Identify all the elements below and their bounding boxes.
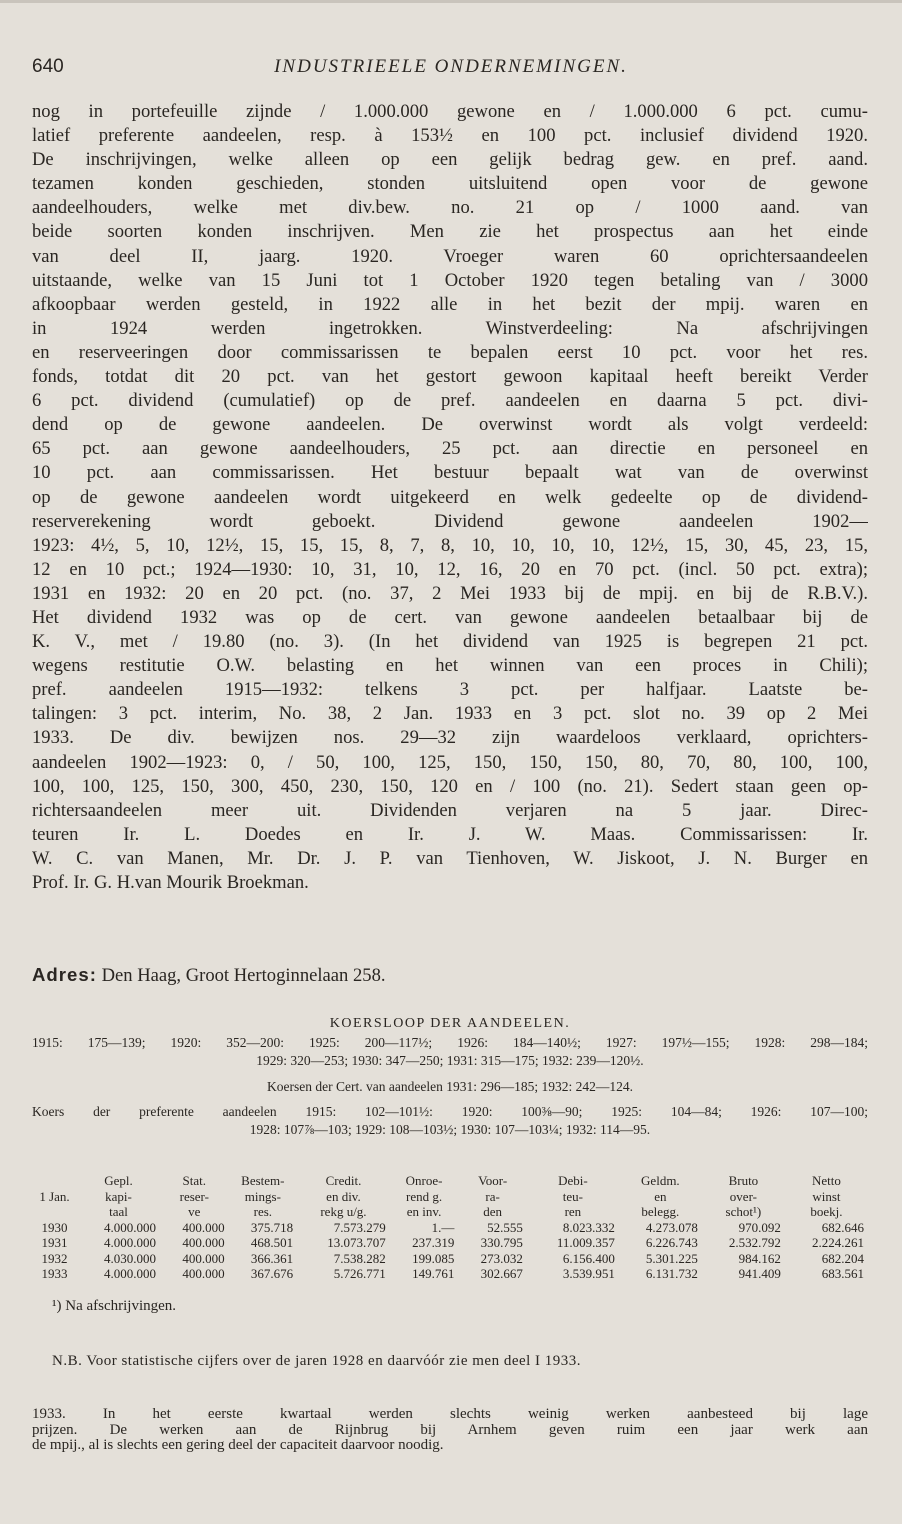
text-line: dend op de gewone aandeelen. De overwinst wordt als volgt verdeeld: bbox=[32, 414, 868, 436]
table-cell: 273.032 bbox=[480, 1250, 523, 1266]
text-line: en reserveeringen door commissarissen te bepalen eerst 10 pct. voor het res. bbox=[32, 341, 868, 363]
page-header bbox=[32, 56, 870, 84]
text-line: op de gewone aandeelen wordt uitgekeerd en welk gedeelte op de dividend- bbox=[32, 486, 868, 508]
table-cell: 400.000 bbox=[182, 1219, 225, 1235]
table-header-cell: en inv. bbox=[406, 1204, 442, 1219]
table-cell: 4.000.000 bbox=[104, 1219, 156, 1235]
table-cell: 6.131.732 bbox=[645, 1266, 698, 1281]
table-cell: 1.— bbox=[431, 1219, 455, 1235]
table-header-cell: kapi- bbox=[105, 1188, 132, 1204]
table-cell: 400.000 bbox=[182, 1235, 225, 1250]
table-header-row bbox=[32, 1204, 868, 1220]
table-cell: 2.532.792 bbox=[728, 1235, 781, 1250]
text-line: 1931 en 1932: 20 en 20 pct. (no. 37, 2 Mei 1933 bij de mpij. en bij de R.B.V.). bbox=[32, 582, 868, 604]
table-cell: 400.000 bbox=[182, 1250, 225, 1266]
table-header-cell: en bbox=[654, 1188, 667, 1204]
table-header-cell: den bbox=[483, 1204, 503, 1219]
table-header-cell: teu- bbox=[562, 1188, 583, 1204]
table-header-cell: over- bbox=[729, 1188, 757, 1204]
table-cell: 4.273.078 bbox=[645, 1219, 698, 1235]
text-line: wegens restitutie O.W. belasting en het winnen van een proces in Chili); bbox=[32, 655, 868, 677]
table-cell: 4.000.000 bbox=[104, 1235, 156, 1250]
table-header-cell: rend g. bbox=[406, 1188, 443, 1204]
text-line: talingen: 3 pct. interim, No. 38, 2 Jan. 1933 en 3 pct. slot no. 39 op 2 Mei bbox=[32, 703, 868, 725]
text-line: Het dividend 1932 was op de cert. van gewone aandeelen betaalbaar bij de bbox=[32, 606, 868, 628]
pref-koersen-1: Koers der preferente aandeelen 1915: 102—101½: 1920: 100⅜—90; 1925: 104—84; 1926: 107—100; bbox=[32, 1104, 868, 1119]
text-line: fonds, totdat dit 20 pct. van het gestort gewoon kapitaal heeft bereikt Verder bbox=[32, 366, 868, 388]
table-cell: 1931 bbox=[41, 1235, 68, 1250]
table-cell: 970.092 bbox=[738, 1219, 781, 1235]
table-cell: 1930 bbox=[41, 1219, 68, 1235]
koersloop-line-1: 1915: 175—139; 1920: 352—200: 1925: 200—117½; 1926: 184—140½; 1927: 197½—155; 1928: 298—184; bbox=[32, 1035, 868, 1050]
table-cell: 375.718 bbox=[250, 1219, 294, 1235]
table-header-cell: res. bbox=[253, 1204, 273, 1219]
table-header-row bbox=[32, 1173, 868, 1189]
text-line: 1933. De div. bewijzen nos. 29—32 zijn waardeloos verklaard, oprichters- bbox=[32, 727, 868, 749]
table-header-cell: ren bbox=[564, 1204, 582, 1219]
table-header-cell: Gepl. bbox=[104, 1173, 133, 1188]
table-cell: 6.156.400 bbox=[562, 1250, 615, 1266]
text-line: 1923: 4½, 5, 10, 12½, 15, 15, 15, 8, 7, 8, 10, 10, 10, 10, 12½, 15, 30, 45, 23, 15, bbox=[32, 534, 868, 556]
text-line: aandeelen 1902—1923: 0, / 50, 100, 125, 150, 150, 150, 80, 70, 80, 100, 100, bbox=[32, 751, 868, 773]
table-cell: 941.409 bbox=[738, 1266, 781, 1281]
text-line: uitstaande, welke van 15 Juni tot 1 October 1920 tegen betaling van / 3000 bbox=[32, 269, 868, 291]
text-line: Prof. Ir. G. H.van Mourik Broekman. bbox=[32, 872, 309, 893]
text-line: W. C. van Manen, Mr. Dr. J. P. van Tienhoven, W. Jiskoot, J. N. Burger en bbox=[32, 847, 868, 869]
table-row bbox=[32, 1251, 868, 1267]
table-cell: 149.761 bbox=[412, 1266, 455, 1281]
table-cell: 400.000 bbox=[182, 1266, 225, 1281]
table-cell: 13.073.707 bbox=[327, 1235, 386, 1250]
text-line: beide soorten konden inschrijven. Men zie het prospectus aan het einde bbox=[32, 221, 868, 243]
table-header-cell: belegg. bbox=[641, 1204, 680, 1219]
table-cell: 7.573.279 bbox=[333, 1219, 386, 1235]
paragraph-1933 bbox=[32, 1407, 868, 1454]
text-line: prijzen. De werken aan de Rijnbrug bij Arnhem geven ruim een jaar werk aan bbox=[32, 1421, 868, 1438]
cert-koersen: Koersen der Cert. van aandeelen 1931: 296—185; 1932: 242—124. bbox=[267, 1079, 633, 1094]
table-row bbox=[32, 1235, 868, 1251]
table-cell: 11.009.357 bbox=[556, 1235, 615, 1250]
main-text bbox=[32, 100, 868, 895]
table-header-cell: ve bbox=[188, 1204, 201, 1219]
pref-koersen-2: 1928: 107⅞—103; 1929: 108—103½; 1930: 107—103¼; 1932: 114—95. bbox=[249, 1122, 651, 1137]
table-header-cell: Bestem- bbox=[241, 1173, 285, 1188]
table-header-cell: Stat. bbox=[182, 1173, 207, 1188]
table-cell: 302.667 bbox=[480, 1266, 523, 1281]
text-line: teuren Ir. L. Doedes en Ir. J. W. Maas. Commissarissen: Ir. bbox=[32, 823, 868, 845]
address-value: Den Haag, Groot Hertoginnelaan 258. bbox=[101, 965, 386, 986]
table-cell: 3.539.951 bbox=[562, 1266, 615, 1281]
table-header-cell bbox=[32, 1173, 77, 1189]
table-cell: 682.204 bbox=[821, 1250, 864, 1266]
table-header-cell: Onroe- bbox=[405, 1173, 443, 1188]
table-header-cell: schot¹) bbox=[725, 1204, 762, 1219]
table-cell: 683.561 bbox=[821, 1266, 864, 1281]
koersloop-line-2: 1929: 320—253; 1930: 347—250; 1931: 315—175; 1932: 239—120½. bbox=[256, 1053, 644, 1068]
text-line: 100, 100, 125, 150, 300, 450, 230, 150, 120 en / 100 (no. 21). Sedert staan geen op- bbox=[32, 775, 868, 797]
text-line: in 1924 werden ingetrokken. Winstverdeeling: Na afschrijvingen bbox=[32, 317, 868, 339]
table-header-cell: rekg u/g. bbox=[320, 1204, 367, 1219]
table-row bbox=[32, 1220, 868, 1236]
address-label: Adres: bbox=[32, 964, 97, 985]
table-header-cell: Credit. bbox=[325, 1173, 362, 1188]
koersloop-title: KOERSLOOP DER AANDEELEN. bbox=[329, 1016, 571, 1031]
address-line bbox=[32, 963, 868, 987]
table-cell: 366.361 bbox=[250, 1250, 294, 1266]
table-header-cell: boekj. bbox=[810, 1204, 843, 1219]
text-line: 12 en 10 pct.; 1924—1930: 10, 31, 10, 12, 16, 20 en 70 pct. (incl. 50 pct. extra); bbox=[32, 558, 868, 580]
text-line: nog in portefeuille zijnde / 1.000.000 gewone en / 1.000.000 6 pct. cumu- bbox=[32, 101, 868, 122]
table-header-cell: Bruto bbox=[728, 1173, 759, 1188]
text-line: 1933. In het eerste kwartaal werden slechts weinig werken aanbesteed bij lage bbox=[32, 1406, 868, 1422]
top-rule bbox=[0, 0, 902, 3]
nb-note: N.B. Voor statistische cijfers over de jaren 1928 en daarvóór zie men deel I 1933. bbox=[52, 1353, 582, 1369]
table-header-cell: reser- bbox=[179, 1188, 209, 1204]
table-cell: 237.319 bbox=[412, 1235, 455, 1250]
table-header-cell bbox=[32, 1204, 77, 1220]
table-cell: 199.085 bbox=[412, 1250, 455, 1266]
table-header-row bbox=[32, 1189, 868, 1205]
text-line: 65 pct. aan gewone aandeelhouders, 25 pct. aan directie en personeel en bbox=[32, 438, 868, 460]
table-header-cell: Debi- bbox=[558, 1173, 588, 1188]
text-line: de mpij., al is slechts een gering deel der capaciteit daarvoor noodig. bbox=[32, 1437, 444, 1453]
table-cell: 8.023.332 bbox=[562, 1219, 615, 1235]
table-row bbox=[32, 1266, 868, 1282]
table-cell: 5.301.225 bbox=[645, 1250, 698, 1266]
text-line: tezamen konden geschieden, stonden uitsluitend open voor de gewone bbox=[32, 173, 868, 195]
table-header-cell: Geldm. bbox=[641, 1173, 680, 1188]
table-footnote: ¹) Na afschrijvingen. bbox=[52, 1298, 177, 1314]
table-header-cell: en div. bbox=[326, 1188, 361, 1204]
table-cell: 4.030.000 bbox=[104, 1250, 156, 1266]
table-cell: 682.646 bbox=[821, 1219, 864, 1235]
table-cell: 5.726.771 bbox=[333, 1266, 386, 1281]
table-cell: 1933 bbox=[41, 1266, 68, 1281]
table-cell: 1932 bbox=[41, 1250, 68, 1266]
table-cell: 7.538.282 bbox=[333, 1250, 386, 1266]
text-line: K. V., met / 19.80 (no. 3). (In het dividend van 1925 is begrepen 21 pct. bbox=[32, 631, 868, 653]
text-line: reserverekening wordt geboekt. Dividend gewone aandeelen 1902— bbox=[32, 510, 868, 532]
text-line: pref. aandeelen 1915—1932: telkens 3 pct. per halfjaar. Laatste be- bbox=[32, 679, 868, 701]
table-header-cell: Netto bbox=[812, 1173, 841, 1188]
text-line: afkoopbaar werden gesteld, in 1922 alle in het bezit der mpij. waren en bbox=[32, 293, 868, 315]
table-header-cell: winst bbox=[812, 1188, 841, 1204]
table-cell: 468.501 bbox=[250, 1235, 294, 1250]
table-header-cell: 1 Jan. bbox=[39, 1188, 70, 1204]
text-line: De inschrijvingen, welke alleen op een gelijk bedrag gew. en pref. aand. bbox=[32, 149, 868, 171]
text-line: van deel II, jaarg. 1920. Vroeger waren 60 oprichtersaandeelen bbox=[32, 245, 868, 267]
table-header-cell: ra- bbox=[485, 1188, 500, 1204]
koersloop-title-wrap bbox=[32, 1014, 868, 1032]
table-header-cell: Voor- bbox=[478, 1173, 508, 1188]
text-line: 6 pct. dividend (cumulatief) op de pref. aandeelen en daarna 5 pct. divi- bbox=[32, 390, 868, 412]
table-cell: 6.226.743 bbox=[645, 1235, 698, 1250]
table-cell: 2.224.261 bbox=[812, 1235, 864, 1250]
financial-table-wrap bbox=[32, 1173, 868, 1282]
table-cell: 367.676 bbox=[250, 1266, 294, 1281]
text-line: 10 pct. aan commissarissen. Het bestuur bepaalt wat van de overwinst bbox=[32, 462, 868, 484]
text-line: richtersaandeelen meer uit. Dividenden verjaren na 5 jaar. Direc- bbox=[32, 799, 868, 821]
table-header-cell: taal bbox=[109, 1204, 128, 1219]
running-title: INDUSTRIEELE ONDERNEMINGEN. bbox=[274, 56, 628, 77]
table-cell: 330.795 bbox=[480, 1235, 523, 1250]
page-number: 640 bbox=[32, 56, 64, 77]
table-cell: 984.162 bbox=[738, 1250, 781, 1266]
text-line: aandeelhouders, welke met div.bew. no. 21 op / 1000 aand. van bbox=[32, 197, 868, 219]
text-line: latief preferente aandeelen, resp. à 153½ en 100 pct. inclusief dividend 1920. bbox=[32, 125, 868, 147]
table-cell: 52.555 bbox=[487, 1219, 523, 1235]
table-header-cell: mings- bbox=[244, 1188, 281, 1204]
table-cell: 4.000.000 bbox=[104, 1266, 156, 1281]
financial-table bbox=[32, 1173, 868, 1282]
